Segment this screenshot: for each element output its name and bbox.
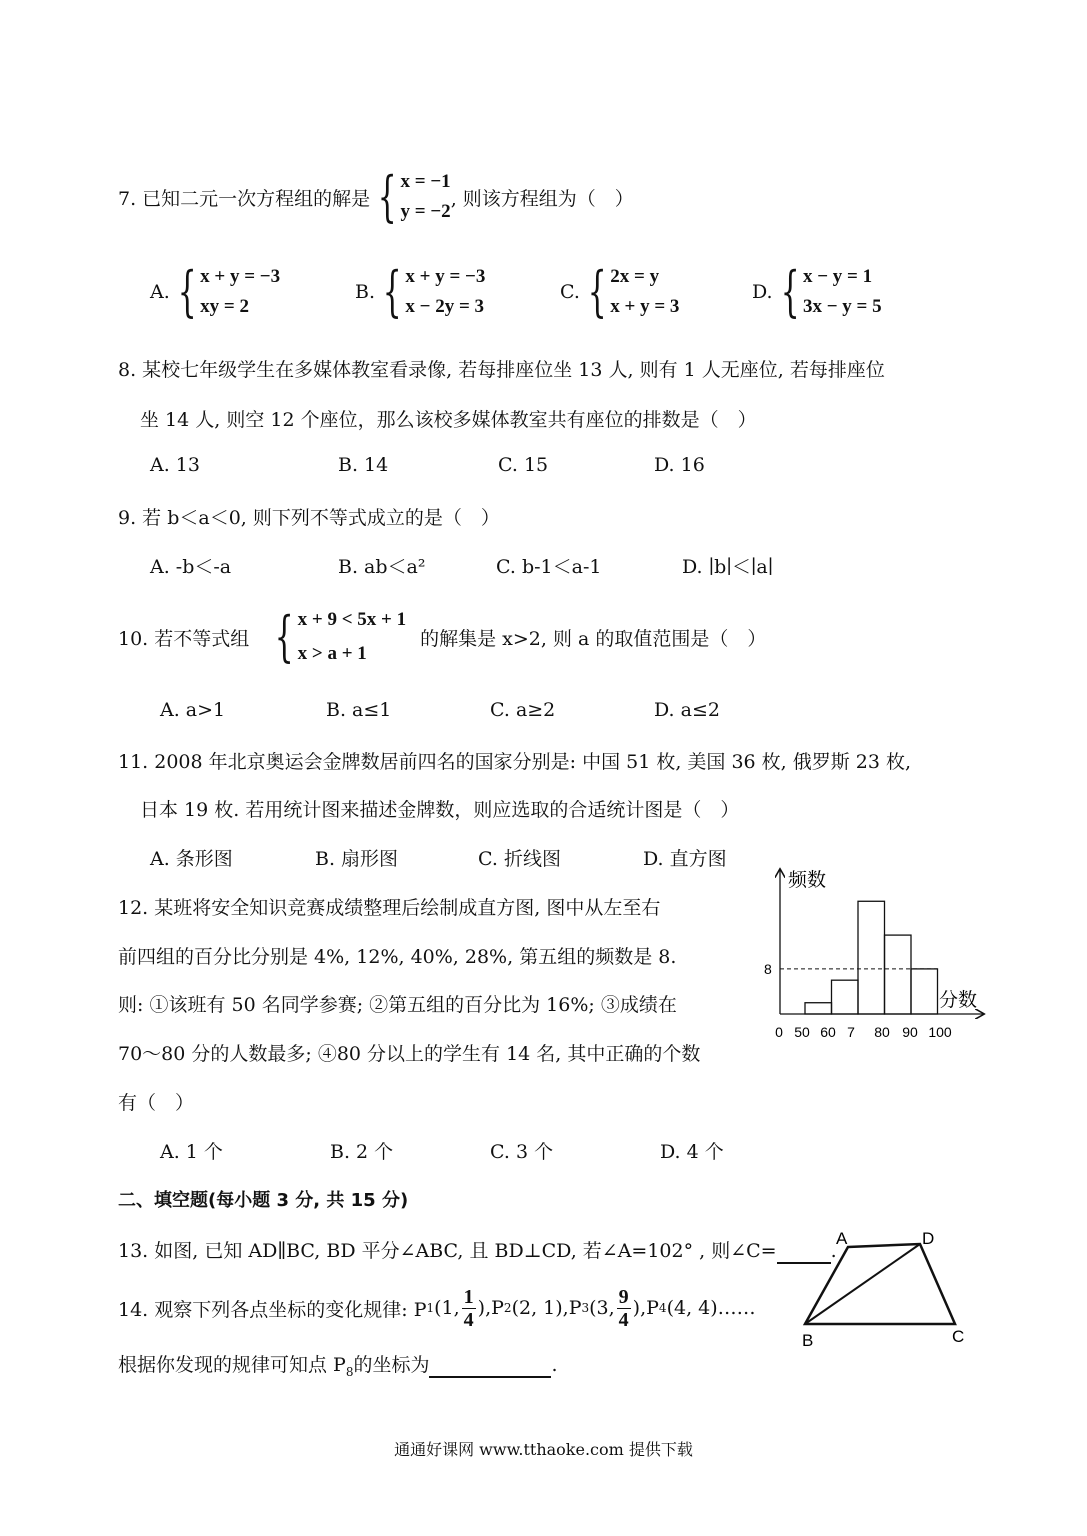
option-label: A. — [150, 281, 170, 303]
trapezoid-shape — [805, 1244, 955, 1324]
fraction — [617, 1286, 631, 1331]
q8-line2: 坐 14 人, 则空 12 个座位，那么该校多媒体教室共有座位的排数是（ ） — [140, 409, 757, 431]
x-axis-label: 分数 — [939, 990, 978, 1011]
q7-stem — [118, 165, 634, 229]
brace-icon: { — [274, 605, 294, 668]
q14-text: P — [568, 1297, 582, 1319]
q12-option-b[interactable]: B. 2 个 — [330, 1141, 394, 1163]
denominator: 4 — [618, 1308, 629, 1331]
point-label: A — [836, 1229, 848, 1248]
histogram-bar — [858, 901, 885, 1014]
q12-line: 有（ ） — [118, 1092, 195, 1114]
q7-option-b[interactable] — [355, 262, 485, 322]
q14-text: (1, — [434, 1297, 460, 1319]
equation: x + y = −3 — [200, 266, 281, 287]
q14-text: P — [491, 1297, 504, 1319]
q14-text: ), — [477, 1297, 492, 1319]
q9-option-d[interactable]: D. ∣b∣＜∣a∣ — [682, 556, 774, 578]
q8-line1: 8. 某校七年级学生在多媒体教室看录像, 若每排座位坐 13 人, 则有 1 人无座位, 若每排座位 — [118, 359, 885, 381]
subscript: 2 — [503, 1301, 512, 1315]
q7-option-a[interactable] — [150, 262, 280, 322]
brace-icon: { — [377, 165, 397, 228]
brace-icon: { — [382, 260, 402, 323]
x-tick-label: 50 — [794, 1024, 810, 1040]
y-tick-label: 8 — [764, 960, 772, 977]
histogram-chart — [755, 862, 995, 1052]
q8-option-b[interactable]: B. 14 — [338, 454, 389, 476]
q11-option-d[interactable]: D. 直方图 — [643, 848, 727, 870]
q10-stem-before: 10. 若不等式组 — [118, 627, 250, 650]
brace-icon: { — [780, 260, 800, 323]
histogram-bar — [832, 980, 859, 1014]
subscript: 4 — [658, 1301, 667, 1315]
q9-option-a[interactable]: A. -b＜-a — [150, 556, 232, 578]
equation: x − y = 1 — [802, 266, 873, 287]
x-tick-label: 90 — [902, 1024, 918, 1040]
q12-option-a[interactable]: A. 1 个 — [160, 1141, 223, 1163]
q7-solution-system — [370, 167, 451, 227]
footer: 通通好课网 www.tthaoke.com 提供下载 — [394, 1440, 693, 1459]
denominator: 4 — [463, 1308, 474, 1331]
q14-text: ), — [632, 1297, 647, 1319]
q9-stem: 9. 若 b＜a＜0, 则下列不等式成立的是（ ） — [118, 507, 500, 529]
q10-stem — [118, 604, 766, 670]
q7-stem-before: 7. 已知二元一次方程组的解是 — [118, 187, 371, 210]
equation: x > a + 1 — [297, 643, 367, 664]
q14-text: (4, 4)…… — [666, 1297, 756, 1319]
q13-stem — [118, 1236, 837, 1264]
q12-line: 前四组的百分比分别是 4%, 12%, 40%, 28%, 第五组的频数是 8. — [118, 946, 677, 968]
q7-option-d[interactable] — [752, 262, 882, 322]
trapezoid-figure — [790, 1222, 990, 1352]
q11-option-a[interactable]: A. 条形图 — [150, 848, 233, 870]
q12-line: 12. 某班将安全知识竞赛成绩整理后绘制成直方图, 图中从左至右 — [118, 897, 661, 919]
q7-stem-after: , 则该方程组为（ ） — [450, 187, 634, 210]
answer-blank[interactable] — [429, 1354, 551, 1378]
subscript: 3 — [581, 1301, 590, 1315]
x-tick-label: 60 — [820, 1024, 836, 1040]
q14-text: 14. 观察下列各点坐标的变化规律: P — [118, 1298, 427, 1321]
point-label: C — [952, 1327, 965, 1346]
point-label: D — [922, 1229, 935, 1248]
q8-option-d[interactable]: D. 16 — [654, 454, 705, 476]
q14-text: (3, — [589, 1297, 615, 1319]
option-label: C. — [560, 281, 580, 303]
q11-option-b[interactable]: B. 扇形图 — [315, 848, 399, 870]
q8-option-a[interactable]: A. 13 — [150, 454, 200, 476]
period: . — [551, 1354, 558, 1376]
brace-icon: { — [587, 260, 607, 323]
equation: 3x − y = 5 — [802, 296, 882, 317]
equation: x − 2y = 3 — [405, 296, 485, 317]
q7-option-c[interactable] — [560, 262, 679, 322]
x-tick-label: 80 — [874, 1024, 890, 1040]
equation: x + y = −3 — [405, 266, 486, 287]
fraction — [462, 1286, 476, 1331]
q12-line: 则: ①该班有 50 名同学参赛; ②第五组的百分比为 16%; ③成绩在 — [118, 994, 677, 1016]
q13-text: 13. 如图, 已知 AD∥BC, BD 平分∠ABC, 且 BD⊥CD, 若∠A=102° , 则∠C= — [118, 1240, 777, 1262]
histogram-bar — [911, 969, 938, 1014]
subscript: 8 — [345, 1364, 354, 1379]
subscript: 1 — [426, 1301, 435, 1315]
q14-line1 — [118, 1280, 756, 1336]
q11-line2: 日本 19 枚. 若用统计图来描述金牌数，则应选取的合适统计图是（ ） — [140, 799, 740, 821]
equation: xy = 2 — [200, 296, 249, 317]
period: . — [830, 1240, 837, 1262]
q14-text: 根据你发现的规律可知点 P — [118, 1354, 346, 1376]
section-title: 二、填空题(每小题 3 分, 共 15 分) — [118, 1190, 409, 1211]
q10-option-b[interactable]: B. a≤1 — [326, 699, 392, 721]
equation: x + 9 < 5x + 1 — [297, 609, 407, 630]
x-tick-label: 7 — [847, 1024, 855, 1040]
equation: 2x = y — [610, 266, 660, 287]
q14-text: P — [646, 1297, 659, 1319]
q10-stem-after: 的解集是 x>2, 则 a 的取值范围是（ ） — [420, 627, 767, 650]
histogram-bar — [885, 935, 912, 1014]
option-label: D. — [752, 281, 773, 303]
diagonal-bd — [805, 1244, 920, 1324]
brace-icon: { — [177, 260, 197, 323]
q11-option-c[interactable]: C. 折线图 — [478, 848, 561, 870]
numerator: 9 — [618, 1285, 629, 1308]
option-label: B. — [355, 281, 376, 303]
q7-solution-eq: x = −1 — [400, 171, 451, 192]
q8-option-c[interactable]: C. 15 — [498, 454, 549, 476]
q10-system — [267, 603, 406, 671]
q14-line2 — [118, 1350, 558, 1379]
y-axis-label: 频数 — [788, 870, 827, 891]
q12-option-d[interactable]: D. 4 个 — [660, 1141, 724, 1163]
histogram-bar — [805, 1003, 832, 1014]
q11-line1: 11. 2008 年北京奥运会金牌数居前四名的国家分别是: 中国 51 枚, 美国 36 枚, 俄罗斯 23 枚, — [118, 751, 912, 773]
q9-option-c[interactable]: C. b-1＜a-1 — [496, 556, 602, 578]
x-tick-label: 100 — [928, 1024, 952, 1040]
q10-option-d[interactable]: D. a≤2 — [654, 699, 720, 721]
q7-solution-eq: y = −2 — [400, 201, 451, 222]
q14-text: 的坐标为 — [353, 1354, 430, 1376]
q10-option-c[interactable]: C. a≥2 — [490, 699, 556, 721]
q14-text: (2, 1), — [511, 1297, 569, 1319]
q12-option-c[interactable]: C. 3 个 — [490, 1141, 554, 1163]
q12-line: 70～80 分的人数最多; ④80 分以上的学生有 14 名, 其中正确的个数 — [118, 1043, 701, 1065]
x-tick-label: 0 — [775, 1024, 783, 1040]
q9-option-b[interactable]: B. ab＜a² — [338, 556, 426, 578]
numerator: 1 — [463, 1285, 474, 1308]
point-label: B — [802, 1331, 814, 1350]
equation: x + y = 3 — [610, 296, 680, 317]
q10-option-a[interactable]: A. a>1 — [160, 699, 226, 721]
